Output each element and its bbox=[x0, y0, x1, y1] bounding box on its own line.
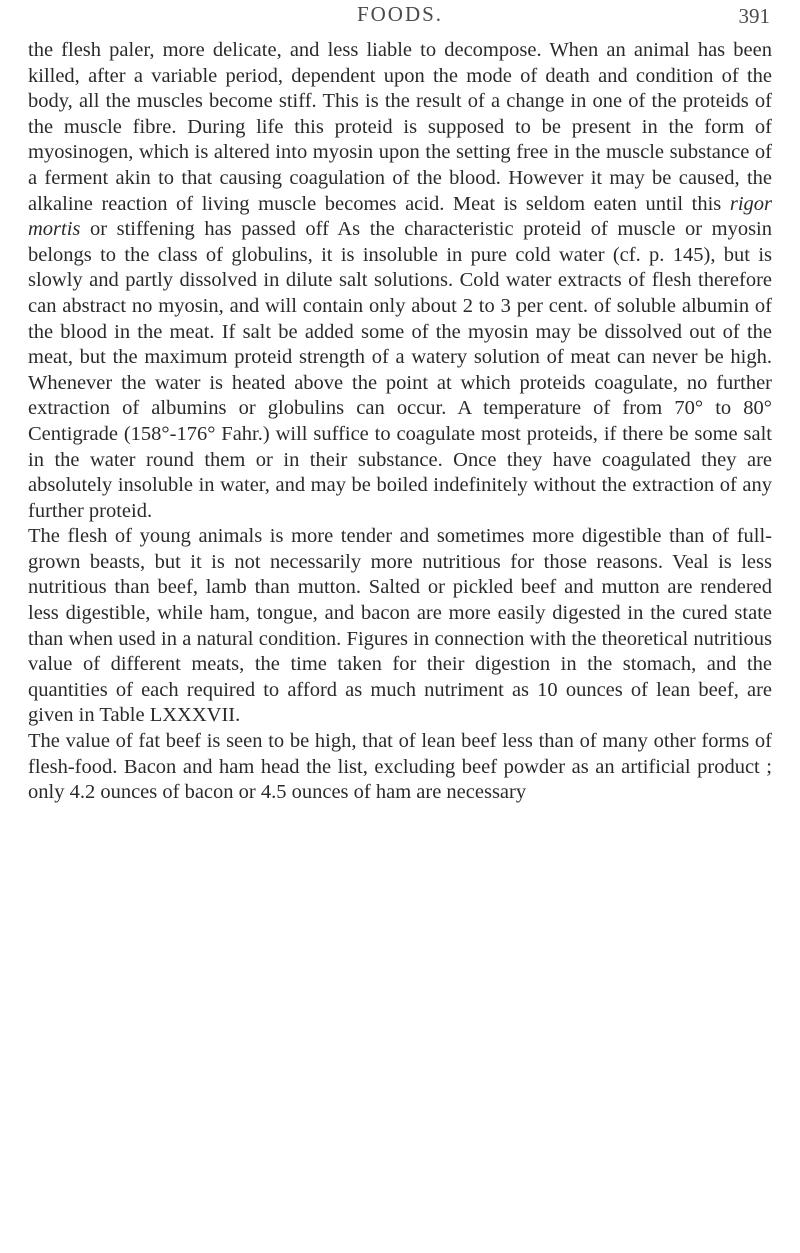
paragraph-1 bbox=[28, 38, 772, 524]
paragraph-1-text-start: the flesh paler, more delicate, and less liable to decompose. When an animal has been killed, after a variable period, dependent upon the mode of death and condition of the body, all the muscles become stiff. This is the result of a change in one of the proteids of the muscle fibre. During life this proteid is supposed to be present in the form of myosinogen, which is altered into myosin upon the setting free in the muscle substance of a ferment akin to that causing coagulation of the blood. However it may be caused, the alkaline reaction of living muscle becomes acid. Meat is seldom eaten until this bbox=[28, 39, 772, 215]
body-text bbox=[28, 38, 772, 806]
paragraph-3: The value of fat beef is seen to be high, that of lean beef less than of many other forms of flesh-food. Bacon and ham head the list, excluding beef powder as an artificial product ; only 4.2 ounces of bacon or 4.5 ounces of ham are necessary bbox=[28, 730, 772, 804]
running-title: FOODS. bbox=[356, 2, 444, 26]
running-head bbox=[0, 0, 800, 40]
paragraph-2: The flesh of young animals is more tender and sometimes more digestible than of full-grown beasts, but it is not necessarily more nutritious for those reasons. Veal is less nutritious than beef, lamb than mutton. Salted or pickled beef and mutton are rendered less digestible, while ham, tongue, and bacon are more easily digested in the cured state than when used in a natural condition. Figures in connection with the theoretical nutritious value of different meats, the time taken for their digestion in the stomach, and the quantities of each required to afford as much nutriment as 10 ounces of lean beef, are given in Table LXXXVII. bbox=[28, 525, 772, 727]
rigor-mortis-term: rigor mortis bbox=[28, 192, 772, 241]
page-number: 391 bbox=[738, 4, 770, 28]
paragraph-1-text-end: or stiffening has passed off As the characteristic proteid of muscle or myosin belongs to the class of globulins, it is insoluble in pure cold water (cf. p. 145), but is slowly and partly dissolved in dilute salt solutions. Cold water extracts of flesh therefore can abstract no myosin, and will contain only about 2 to 3 per cent. of soluble albumin of the blood in the meat. If salt be added some of the myosin may be dissolved out of the meat, but the maximum proteid strength of a watery solution of meat can never be high. Whenever the water is heated above the point at which proteids coagulate, no further extraction of albumins or globulins can occur. A temperature of from 70° to 80° Centigrade (158°-176° Fahr.) will suffice to coagulate most proteids, if there be some salt in the water round them or in their substance. Once they have coagulated they are absolutely insoluble in water, and may be boiled indefinitely without the extraction of any further proteid. bbox=[28, 218, 772, 522]
